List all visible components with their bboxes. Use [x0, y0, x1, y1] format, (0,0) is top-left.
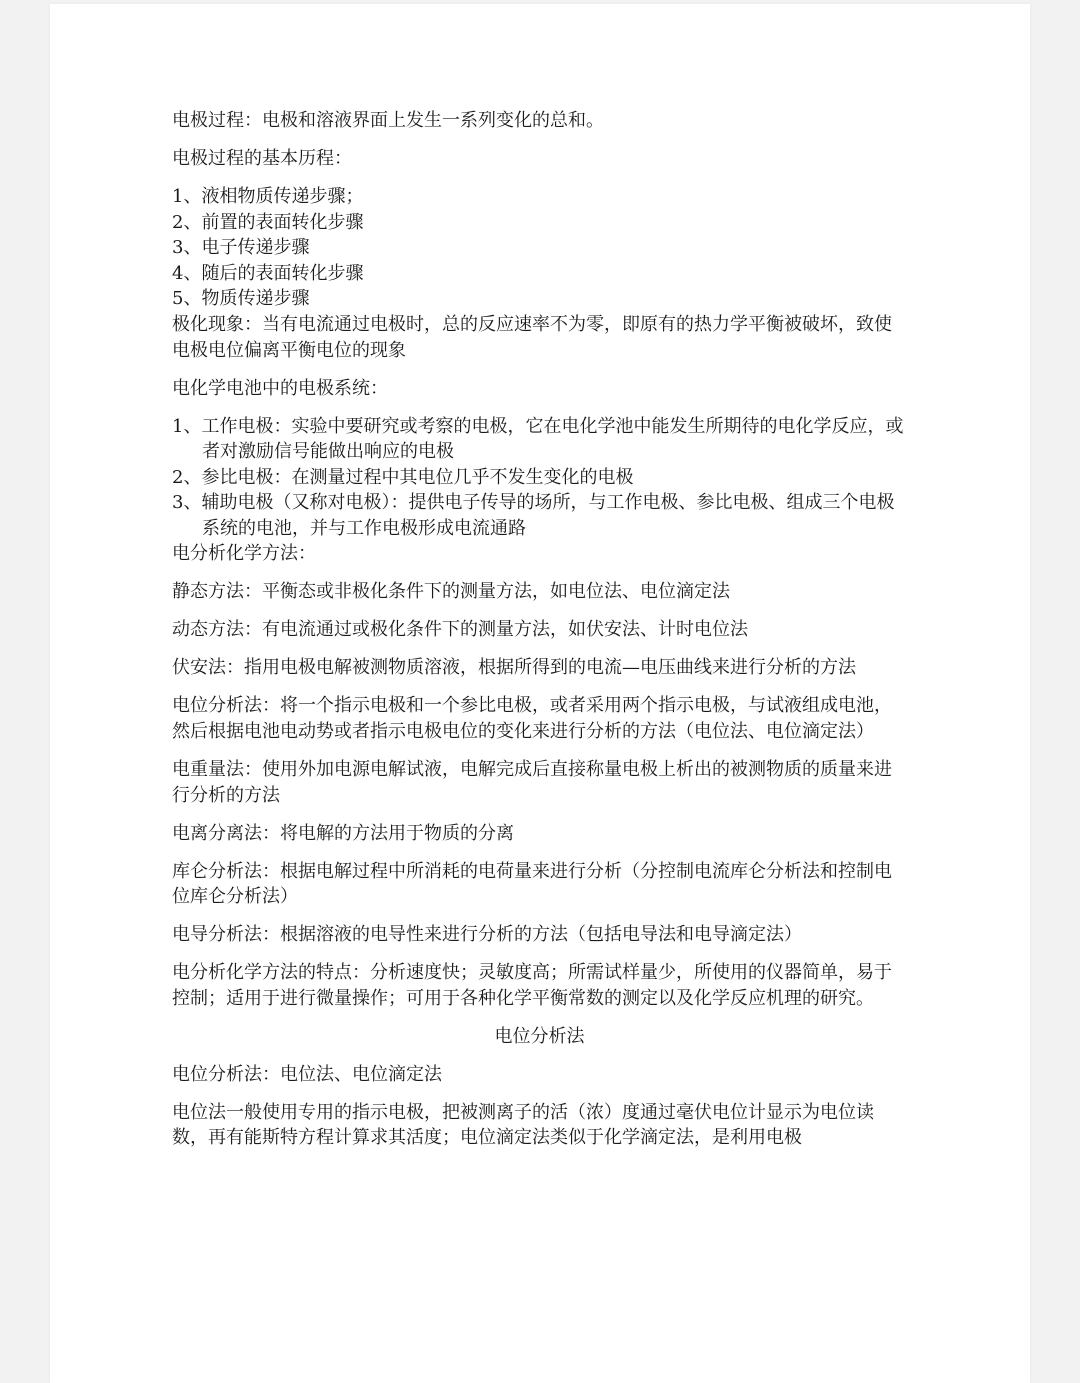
paragraph-dynamic-method: 动态方法：有电流通过或极化条件下的测量方法，如伏安法、计时电位法	[172, 619, 748, 641]
electrode-system-list	[172, 414, 907, 542]
list-item: 1、工作电极：实验中要研究或考察的电极，它在电化学池中能发生所期待的电化学反应，或者对激励信号能做出响应的电极	[172, 415, 904, 463]
paragraph-static-method: 静态方法：平衡态或非极化条件下的测量方法，如电位法、电位滴定法	[172, 581, 730, 603]
list-item: 1、液相物质传递步骤；	[172, 185, 364, 207]
list-item: 5、物质传递步骤	[172, 288, 310, 310]
paragraph-electro-separation: 电离分离法：将电解的方法用于物质的分离	[172, 822, 514, 844]
paragraph-coulometry: 库仑分析法：根据电解过程中所消耗的电荷量来进行分析（分控制电流库仑分析法和控制电位库仑分析法）	[172, 860, 892, 908]
basic-steps-list	[172, 184, 907, 312]
paragraph-electrode-process: 电极过程：电极和溶液界面上发生一系列变化的总和。	[172, 110, 604, 131]
paragraph-electrode-system-heading: 电化学电池中的电极系统：	[172, 377, 388, 399]
paragraph-conductometry: 电导分析法：根据溶液的电导性来进行分析的方法（包括电导法和电导滴定法）	[172, 924, 802, 946]
paragraph-basic-steps-heading: 电极过程的基本历程：	[172, 147, 352, 169]
paragraph-voltammetry: 伏安法：指用电极电解被测物质溶液，根据所得到的电流—电压曲线来进行分析的方法	[172, 657, 856, 679]
list-item: 3、电子传递步骤	[172, 237, 310, 259]
paragraph-polarization: 极化现象：当有电流通过电极时，总的反应速率不为零，即原有的热力学平衡被破坏，致使电极电位偏离平衡电位的现象	[172, 313, 892, 361]
document-page	[50, 4, 1030, 1383]
paragraph-potentiometry: 电位分析法：将一个指示电极和一个参比电极，或者采用两个指示电极，与试液组成电池，然后根据电池电动势或者指示电极电位的变化来进行分析的方法（电位法、电位滴定法）	[172, 695, 892, 742]
list-item: 4、随后的表面转化步骤	[172, 262, 364, 284]
section-title: 电位分析法	[494, 1025, 585, 1047]
list-item: 2、前置的表面转化步骤	[172, 211, 364, 233]
paragraph-methods-heading: 电分析化学方法：	[172, 543, 316, 565]
list-item: 2、参比电极：在测量过程中其电位几乎不发生变化的电极	[172, 466, 634, 488]
paragraph-potentiometry-types: 电位分析法：电位法、电位滴定法	[172, 1063, 442, 1085]
paragraph-characteristics: 电分析化学方法的特点：分析速度快；灵敏度高；所需试样量少，所使用的仪器简单，易于控制；适用于进行微量操作；可用于各种化学平衡常数的测定以及化学反应机理的研究。	[172, 962, 892, 1009]
paragraph-potentiometry-detail: 电位法一般使用专用的指示电极，把被测离子的活（浓）度通过毫伏电位计显示为电位读数，再有能斯特方程计算求其活度；电位滴定法类似于化学滴定法，是利用电极	[172, 1101, 874, 1149]
list-item: 3、辅助电极（又称对电极）：提供电子传导的场所，与工作电极、参比电极、组成三个电极系统的电池，并与工作电极形成电流通路	[172, 492, 895, 539]
paragraph-electrogravimetry: 电重量法：使用外加电源电解试液，电解完成后直接称量电极上析出的被测物质的质量来进行分析的方法	[172, 758, 892, 806]
document-content	[172, 108, 907, 1151]
